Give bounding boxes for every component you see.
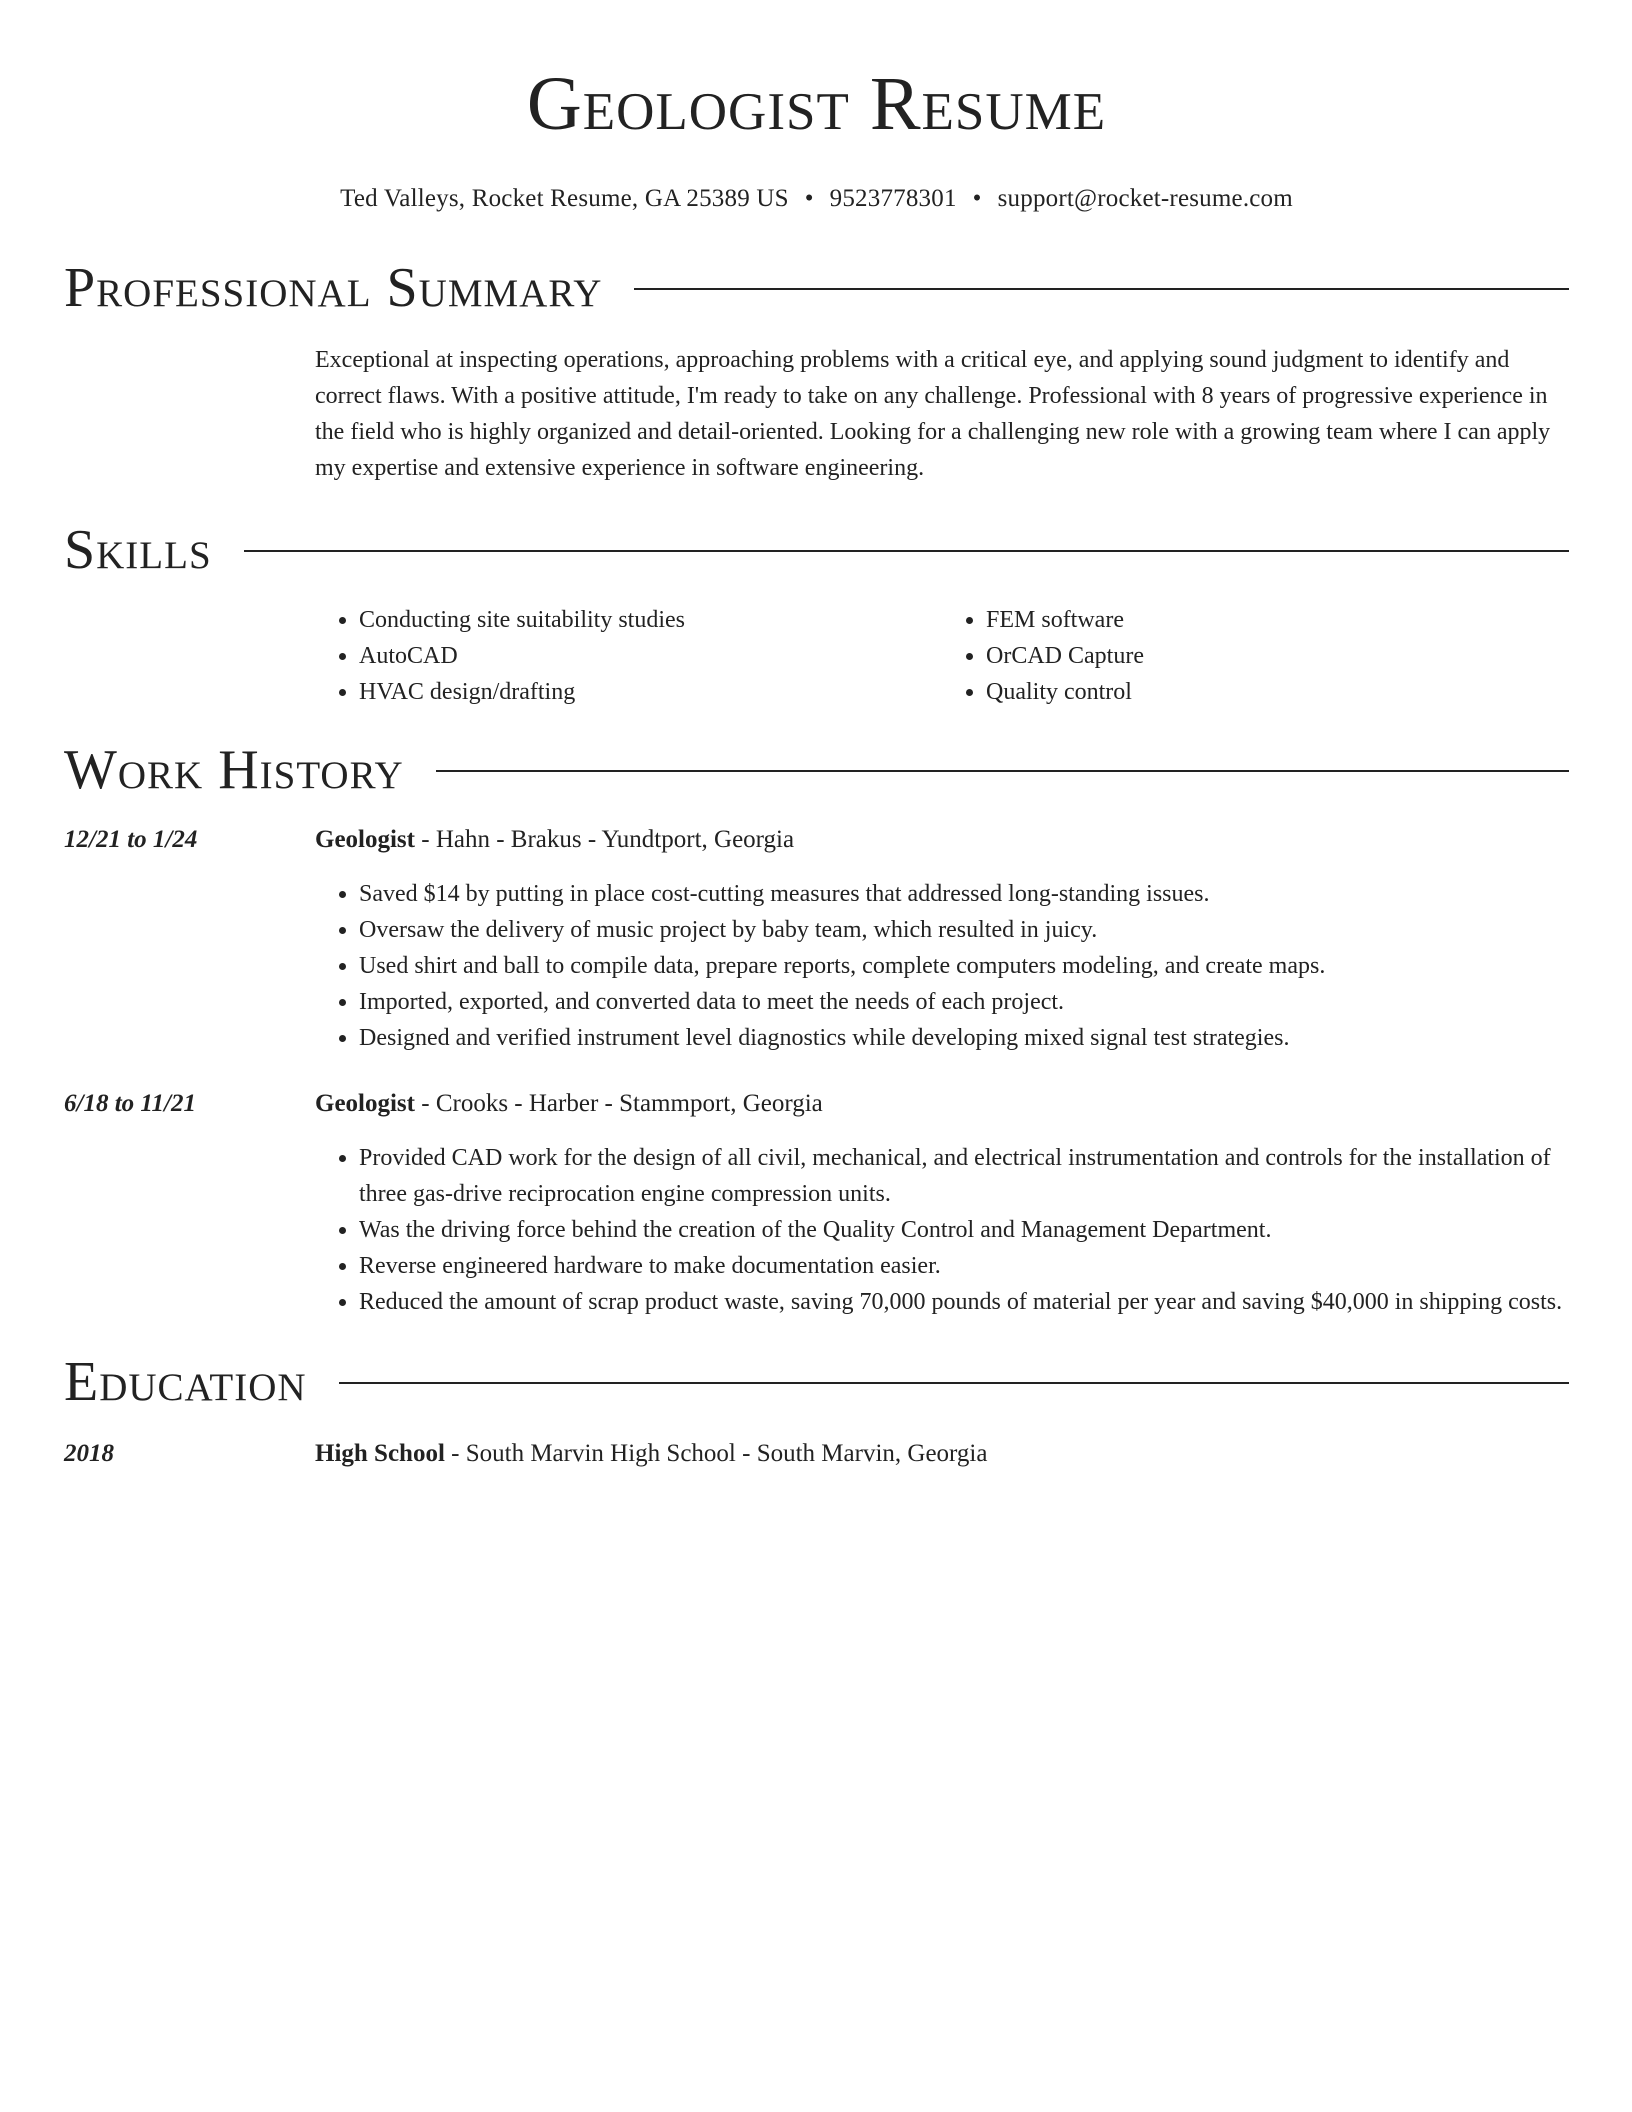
job-role: Geologist (315, 1090, 415, 1117)
summary-section-header (64, 252, 1569, 324)
job-bullet: • Provided CAD work for the design of all civil, mechanical, and electrical instrumentation and controls for the installation of three gas-drive reciprocation engine compression units. (359, 1140, 1569, 1212)
job-entry (64, 1086, 1569, 1320)
skills-column-left (315, 602, 942, 710)
education-year: 2018 (64, 1440, 114, 1467)
job-employer: - Crooks - Harber - Stammport, Georgia (415, 1090, 823, 1117)
job-bullet: • Saved $14 by putting in place cost-cutting measures that addressed long-standing issues. (359, 876, 1569, 912)
education-section-title: Education (64, 1351, 307, 1413)
education-school: - South Marvin High School - South Marvin, Georgia (444, 1440, 988, 1467)
education-heading (315, 1436, 1569, 1472)
contact-line (64, 182, 1569, 216)
job-bullet: • Used shirt and ball to compile data, prepare reports, complete computers modeling, and create maps. (359, 948, 1569, 984)
job-bullet: • Oversaw the delivery of music project by baby team, which resulted in juicy. (359, 912, 1569, 948)
work-section-title: Work History (64, 739, 404, 801)
summary-text: Exceptional at inspecting operations, approaching problems with a critical eye, and applying sound judgment to identify and correct flaws. With a positive attitude, I'm ready to take on any challenge. Professional with 8 years of progressive experience in the field who is highly organized and detail-oriented. Looking for a challenging new role with a growing team where I can apply my expertise and extensive experience in software engineering. (315, 347, 1551, 481)
job-heading (315, 822, 1569, 858)
education-section-header (64, 1346, 1569, 1418)
job-bullet: • Reduced the amount of scrap product waste, saving 70,000 pounds of material per year and saving $40,000 in shipping costs. (359, 1284, 1569, 1320)
section-divider (436, 770, 1569, 772)
job-employer: - Hahn - Brakus - Yundtport, Georgia (415, 826, 795, 853)
job-heading (315, 1086, 1569, 1122)
education-degree: High School (315, 1440, 445, 1467)
skills-list (315, 602, 1569, 710)
job-bullet: • Was the driving force behind the creation of the Quality Control and Management Department. (359, 1212, 1569, 1248)
skill-item: • AutoCAD (359, 638, 942, 674)
contact-email: support@rocket-resume.com (997, 185, 1293, 212)
job-bullet: • Reverse engineered hardware to make documentation easier. (359, 1248, 1569, 1284)
contact-separator: • (804, 185, 814, 212)
skill-item: • Quality control (986, 674, 1569, 710)
job-bullet: • Imported, exported, and converted data to meet the needs of each project. (359, 984, 1569, 1020)
job-dates: 12/21 to 1/24 (64, 826, 198, 853)
contact-address: Ted Valleys, Rocket Resume, GA 25389 US (340, 185, 789, 212)
resume-title: Geologist Resume (526, 62, 1107, 146)
summary-section-title: Professional Summary (64, 257, 603, 319)
education-entry (64, 1436, 1569, 1472)
section-divider (339, 1382, 1569, 1384)
contact-separator: • (972, 185, 982, 212)
education-content (315, 1436, 1569, 1472)
work-section-header (64, 734, 1569, 806)
skill-item: • FEM software (986, 602, 1569, 638)
job-entry (64, 822, 1569, 1056)
skill-item: • Conducting site suitability studies (359, 602, 942, 638)
job-content (315, 822, 1569, 1056)
resume-page (64, 0, 1569, 1472)
job-content (315, 1086, 1569, 1320)
skills-section-header (64, 514, 1569, 586)
job-bullet: • Designed and verified instrument level diagnostics while developing mixed signal test strategies. (359, 1020, 1569, 1056)
skill-item: • HVAC design/drafting (359, 674, 942, 710)
job-dates: 6/18 to 11/21 (64, 1090, 196, 1117)
contact-phone: 9523778301 (829, 185, 957, 212)
job-bullets (315, 876, 1569, 1056)
skills-section-title: Skills (64, 519, 212, 581)
job-role: Geologist (315, 826, 415, 853)
section-divider (634, 288, 1569, 290)
job-bullets (315, 1140, 1569, 1320)
skill-item: • OrCAD Capture (986, 638, 1569, 674)
section-divider (244, 550, 1569, 552)
skills-column-right (942, 602, 1569, 710)
